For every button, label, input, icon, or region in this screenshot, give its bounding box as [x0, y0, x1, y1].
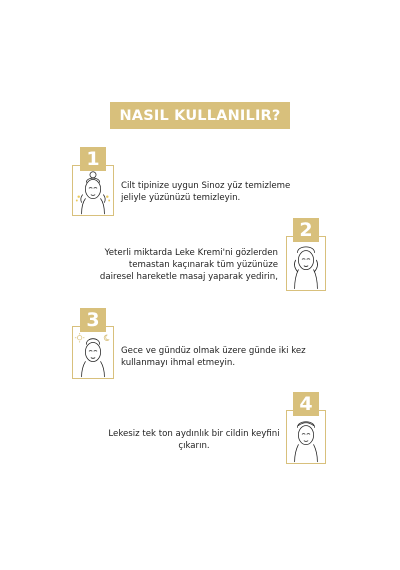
step-2-text: [90, 247, 278, 283]
step-2-line-2: temastan kaçınarak tüm yüzünüze: [128, 260, 278, 270]
step-3-text: [121, 345, 321, 369]
step-2-frame: [286, 236, 326, 291]
step-1-line-2: jeliyle yüzünüzü temizleyin.: [121, 193, 241, 203]
face-day-night-icon: [73, 327, 113, 378]
step-2-number: 2: [299, 218, 313, 241]
face-cleansing-icon: [73, 166, 113, 215]
step-1-text: [121, 180, 311, 204]
step-1-number: 1: [86, 147, 100, 170]
step-2-line-1: Yeterli miktarda Leke Kremi'ni gözlerden: [104, 248, 278, 258]
step-4-line-2: çıkarın.: [178, 441, 210, 451]
step-4-number: 4: [299, 392, 313, 415]
face-glow-icon: [287, 411, 325, 463]
step-4-frame: [286, 410, 326, 464]
step-3-line-1: Gece ve gündüz olmak üzere günde iki kez: [121, 346, 306, 356]
title-banner: [110, 102, 290, 129]
step-3-badge: [80, 308, 106, 332]
step-3-line-2: kullanmayı ihmal etmeyin.: [121, 358, 236, 368]
step-3-number: 3: [86, 308, 100, 331]
step-4-line-1: Lekesiz tek ton aydınlık bir cildin keyfini: [108, 429, 280, 439]
step-2-line-3: dairesel hareketle masaj yaparak yedirin,: [99, 272, 278, 282]
step-1-frame: [72, 165, 114, 216]
step-4-badge: [293, 392, 319, 416]
face-massage-icon: [287, 237, 325, 290]
step-2-badge: [293, 218, 319, 242]
step-4-text: [106, 428, 282, 452]
step-1-badge: [80, 147, 106, 171]
step-3-frame: [72, 326, 114, 379]
page-title: NASIL KULLANILIR?: [119, 107, 281, 124]
step-1-line-1: Cilt tipinize uygun Sinoz yüz temizleme: [121, 181, 291, 191]
